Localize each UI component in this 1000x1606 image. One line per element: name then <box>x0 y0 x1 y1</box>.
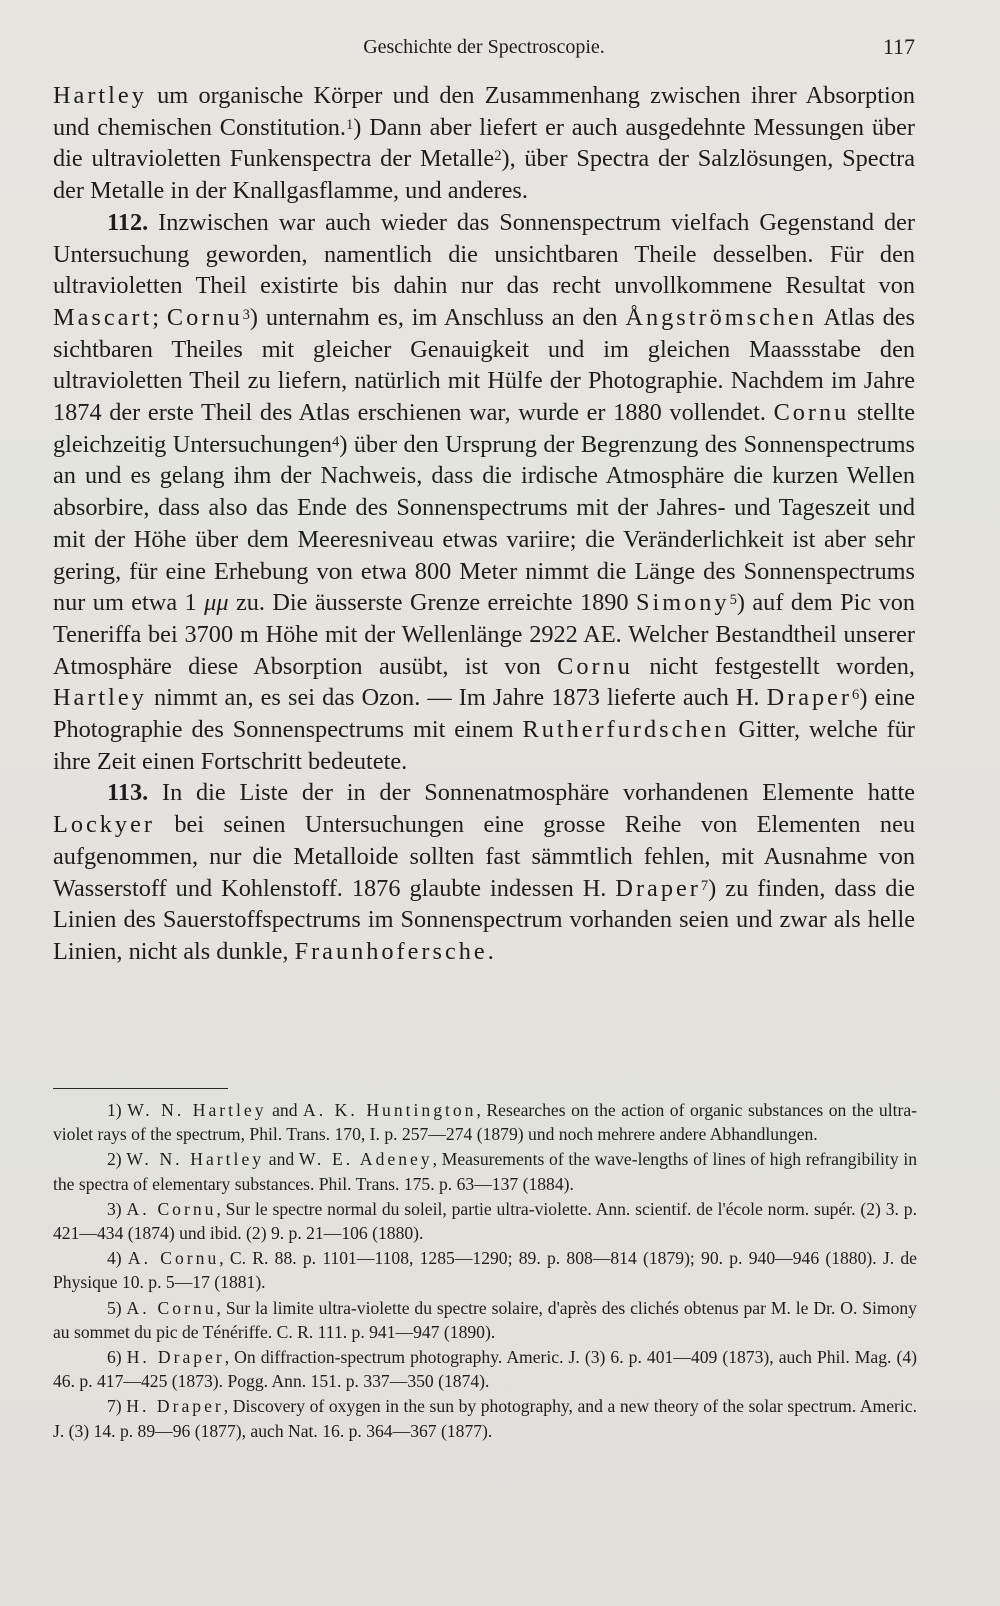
footnote-ref: 2 <box>494 148 502 165</box>
footnote-divider <box>53 1088 228 1089</box>
footnote-4 <box>53 1246 917 1294</box>
author-name: Hartley <box>53 82 147 109</box>
main-text <box>53 80 915 968</box>
author-name: Fraunhofersche <box>294 937 488 965</box>
author-name: H. Draper <box>126 1396 224 1417</box>
paragraph-1 <box>53 80 915 207</box>
footnote-ref: 6 <box>852 687 860 704</box>
footnote-6 <box>53 1345 917 1393</box>
footnote-5 <box>53 1296 917 1344</box>
text-run: ) zu finden, dass die Linien des Sauerstoffspectrums im Sonnenspectrum vorhanden seien und zwar als helle Linien, nicht als dunkle, <box>53 874 915 965</box>
author-name: Draper <box>766 684 853 712</box>
footnote-number: 7) <box>107 1396 122 1417</box>
text-run: . <box>487 937 494 965</box>
text-run: In die Liste der in der Sonnenatmosphäre vorhandenen Elemente hatte <box>148 779 915 807</box>
author-name: Simony <box>635 589 730 617</box>
footnote-number: 1) <box>107 1100 122 1120</box>
footnote-7 <box>53 1394 917 1442</box>
text-run: Gitter, welche für ihre Zeit einen Fortschritt bedeutete. <box>53 716 915 775</box>
author-name: W. E. Adeney <box>298 1149 433 1170</box>
author-name: Draper <box>615 874 701 902</box>
page-number: 117 <box>882 34 915 59</box>
footnote-ref: 3 <box>242 306 250 323</box>
text-run: zu. Die äusserste Grenze erreichte 1890 <box>228 589 636 617</box>
text-run: Atlas des sichtbaren Theiles mit gleicher Genauigkeit und im gleichen Maassstabe den ultravioletten Theil zu liefern, natürlich mit Hülfe der Photographie. Nachdem im Jahre 1874 der erste Theil des Atlas erschienen war, wurde er 1880 vollendet. <box>53 303 915 427</box>
footnote-number: 4) <box>107 1248 122 1269</box>
paragraph-112 <box>53 207 915 778</box>
author-name: Mascart <box>53 303 153 331</box>
text-run: um organische Körper und den Zusammenhang zwischen ihrer Absorption und chemischen Constitution. <box>53 82 915 141</box>
author-name: W. N. Hartley <box>126 1149 265 1170</box>
text-run: and <box>266 1100 304 1120</box>
running-title: Geschichte der Spectroscopie. <box>363 36 605 58</box>
text-run: ) auf dem Pic von Teneriffa bei 3700 m Höhe mit der Wellenlänge 2922 AE. Welcher Bestandtheil unserer Atmosphäre diese Absorption ausübt, ist von <box>53 589 915 680</box>
text-run: ; <box>152 303 167 331</box>
author-name: Hartley <box>53 684 147 712</box>
section-number: 112. <box>107 208 149 236</box>
text-run: , Sur la limite ultra-violette du spectre solaire, d'après des clichés obtenus par M. le Dr. O. Simony au sommet du pic de Ténériffe. C. R. 111. p. 941—947 (1890). <box>53 1297 917 1342</box>
text-run: ), über Spectra der Salzlösungen, Spectra der Metalle in der Knallgasflamme, und anderes. <box>53 145 915 205</box>
footnote-number: 2) <box>107 1149 122 1170</box>
text-run: , C. R. 88. p. 1101—1108, 1285—1290; 89. p. 808—814 (1879); 90. p. 940—946 (1880). J. de Physique 10. p. 5—17 (1881). <box>53 1248 917 1293</box>
text-run: bei seinen Untersuchungen eine grosse Reihe von Elementen neu aufgenommen, nur die Metalloide sollten fast sämmtlich fehlen, mit Ausnahme von Wasserstoff und Kohlenstoff. 1876 glaubte indessen H. <box>53 811 915 902</box>
section-number: 113. <box>107 779 149 807</box>
text-run: ) über den Ursprung der Begrenzung des Sonnenspectrums an und es gelang ihm der Nachweis, dass die irdische Atmosphäre die kurzen Wellen absorbire, dass also das Ende des Sonnenspectrums mit der Jahres- und Tageszeit und mit der Höhe über dem Meeresniveau etwas variire; die Veränderlichkeit ist aber sehr gering, für eine Erhebung von etwa 800 Meter nimmt die Länge des Sonnenspectrums nur um etwa 1 <box>53 430 915 617</box>
author-name: Cornu <box>773 399 850 427</box>
footnote-ref: 5 <box>729 592 737 609</box>
footnote-2 <box>53 1147 917 1195</box>
author-name: Cornu <box>557 652 633 680</box>
footnote-ref: 7 <box>700 877 709 894</box>
author-name: Cornu <box>166 303 243 331</box>
footnote-3 <box>53 1197 917 1245</box>
text-run: nimmt an, es sei das Ozon. — Im Jahre 1873 lieferte auch H. <box>146 684 767 712</box>
running-header <box>53 34 915 60</box>
author-name: A. Cornu <box>127 1248 220 1269</box>
text-run: ) Dann aber liefert er auch ausgedehnte Messungen über die ultravioletten Funkenspectra der Metalle <box>53 113 916 173</box>
footnotes <box>53 1098 917 1444</box>
author-name: A. Cornu <box>126 1198 217 1219</box>
author-name: W. N. Hartley <box>127 1100 267 1120</box>
author-name: H. Draper <box>126 1347 225 1368</box>
text-run: ) unternahm es, im Anschluss an den <box>249 303 626 331</box>
footnote-ref: 4 <box>332 433 340 450</box>
text-run: stellte gleichzeitig Untersuchungen <box>53 399 915 458</box>
text-run: , Measurements of the wave-lengths of lines of high refrangibility in the spectra of elementary substances. Phil. Trans. 175. p. 63—137 (1884). <box>53 1149 918 1194</box>
text-run: Inzwischen war auch wieder das Sonnenspectrum vielfach Gegenstand der Untersuchung geworden, namentlich die unsichtbaren Theile desselben. Für den ultravioletten Theil existirte bis dahin nur das recht unvollkommene Resultat von <box>53 208 915 300</box>
author-name: Rutherfurdschen <box>522 716 730 744</box>
text-run: , Researches on the action of organic substances on the ultra-violet rays of the spectrum, Phil. Trans. 170, I. p. 257—274 (1879) und noch mehrere andere Abhandlungen. <box>53 1100 918 1145</box>
author-name: A. K. Huntington <box>303 1100 477 1120</box>
text-run: , Sur le spectre normal du soleil, partie ultra-violette. Ann. scientif. de l'école norm. supér. (2) 3. p. 421—434 (1874) und ibid. (2) 9. p. 21—106 (1880). <box>53 1198 917 1244</box>
author-name: Lockyer <box>53 811 155 839</box>
text-run: ) eine Photographie des Sonnenspectrums mit einem <box>53 684 915 744</box>
footnote-1 <box>53 1098 917 1146</box>
text-run: nicht festgestellt worden, <box>632 652 915 680</box>
unit-symbol: μμ <box>204 589 229 617</box>
text-run: , On diffraction-spectrum photography. Americ. J. (3) 6. p. 401—409 (1873), auch Phil. Mag. (4) 46. p. 417—425 (1873). Pogg. Ann. 151. p. 337—350 (1874). <box>53 1347 917 1392</box>
footnote-number: 6) <box>107 1347 122 1368</box>
paragraph-113 <box>53 777 915 967</box>
text-run: and <box>264 1149 299 1170</box>
footnote-number: 3) <box>107 1198 122 1219</box>
footnote-number: 5) <box>107 1297 122 1318</box>
author-name: A. Cornu <box>126 1297 217 1318</box>
footnote-ref: 1 <box>346 116 354 133</box>
author-name: Ångströmschen <box>625 303 817 331</box>
text-run: , Discovery of oxygen in the sun by photography, and a new theory of the solar spectrum. Americ. J. (3) 14. p. 89—96 (1877), auch Nat. 16. p. 364—367 (1877). <box>53 1396 917 1441</box>
